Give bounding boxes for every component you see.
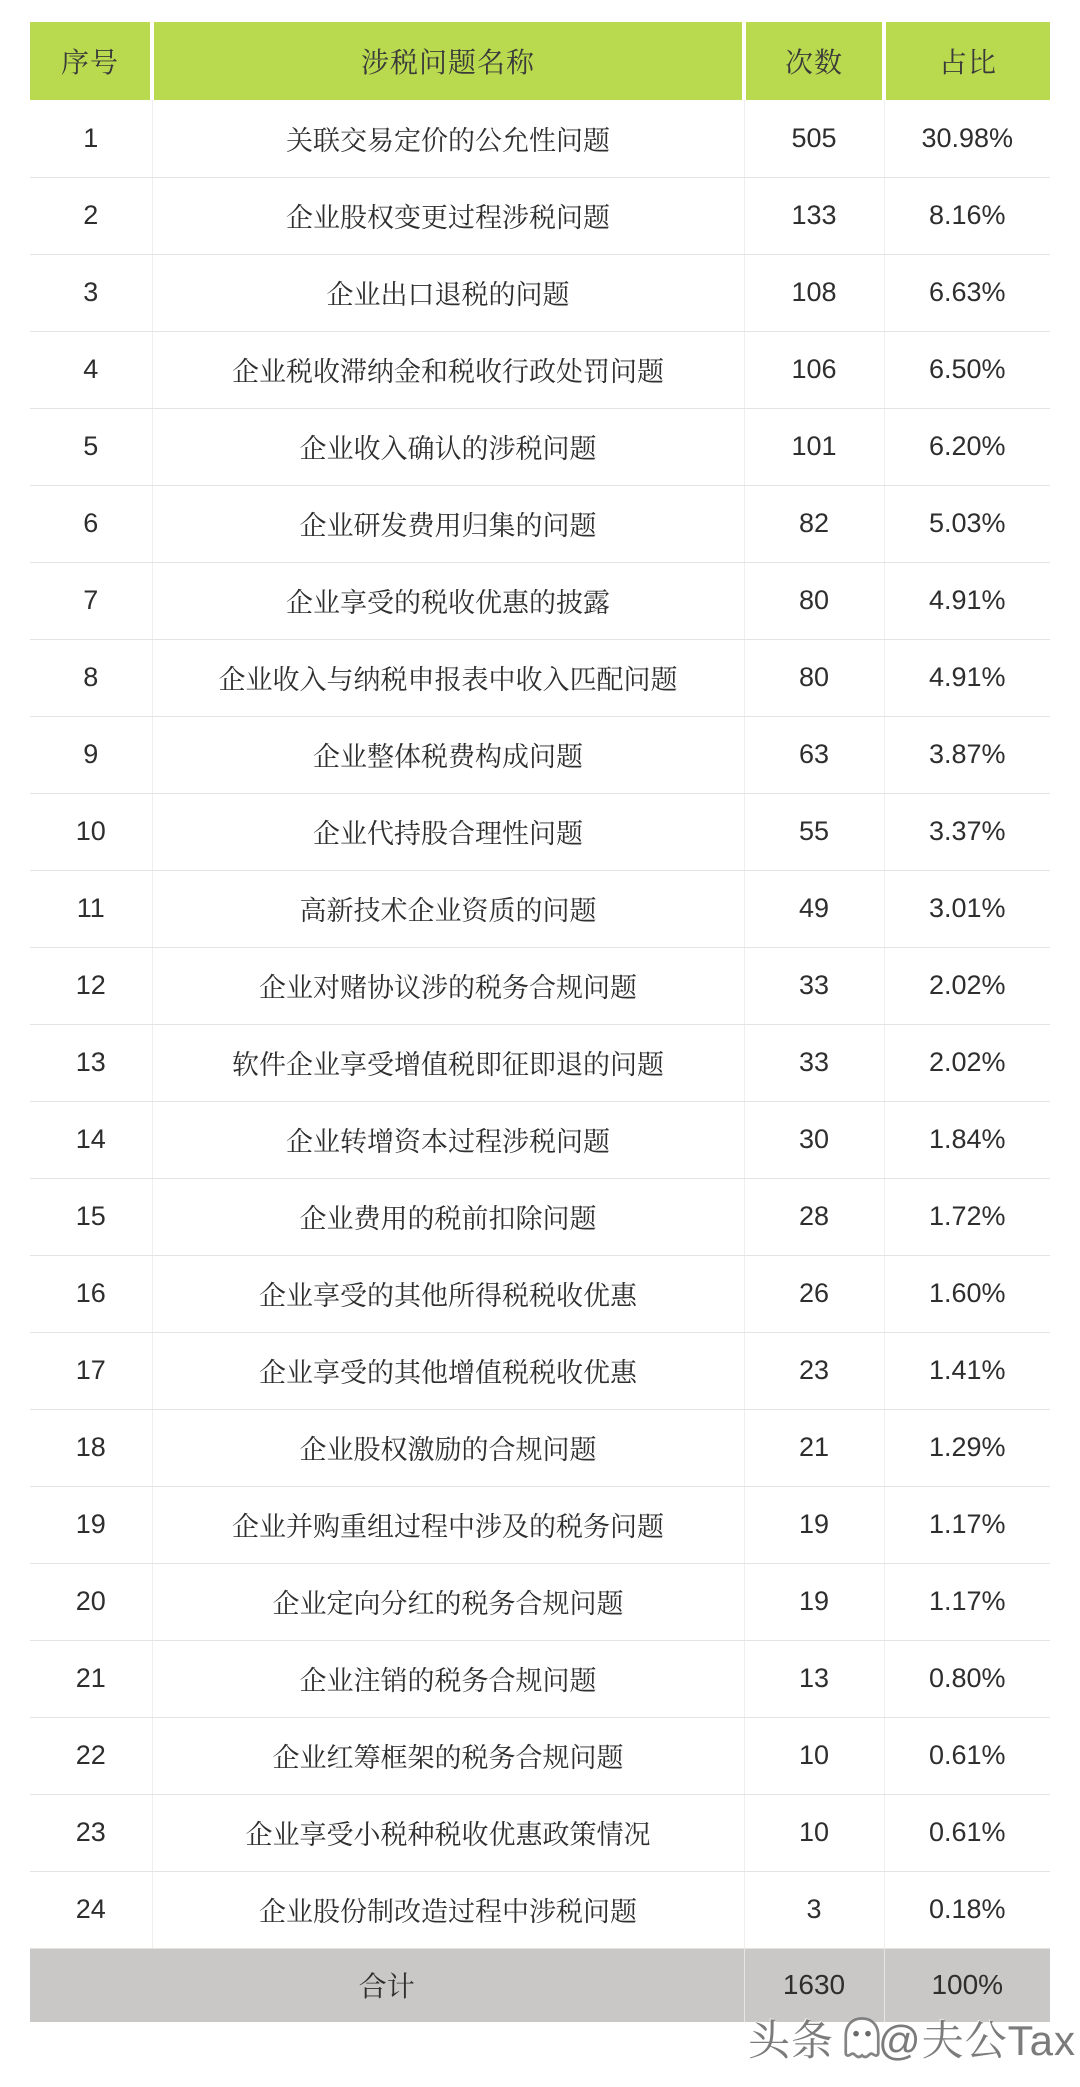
table-row (30, 1640, 1050, 1717)
issue-name-cell: 企业股权变更过程涉税问题 (152, 177, 744, 254)
issue-name-cell: 企业享受的税收优惠的披露 (152, 562, 744, 639)
watermark-source: 头条 (747, 2017, 834, 2064)
table-row (30, 1563, 1050, 1640)
row-index-cell: 5 (30, 408, 152, 485)
count-cell: 33 (744, 1024, 884, 1101)
count-cell: 19 (744, 1486, 884, 1563)
row-index-cell: 15 (30, 1178, 152, 1255)
issue-name-cell: 企业股权激励的合规问题 (152, 1409, 744, 1486)
row-index-cell: 3 (30, 254, 152, 331)
percent-cell: 4.91% (884, 639, 1050, 716)
issue-name-cell: 企业整体税费构成问题 (152, 716, 744, 793)
count-cell: 10 (744, 1794, 884, 1871)
row-index-cell: 12 (30, 947, 152, 1024)
percent-cell: 3.01% (884, 870, 1050, 947)
header-cell-name: 涉税问题名称 (152, 22, 744, 100)
count-cell: 23 (744, 1332, 884, 1409)
percent-cell: 0.61% (884, 1717, 1050, 1794)
table-row (30, 408, 1050, 485)
header-cell-count: 次数 (744, 22, 884, 100)
issue-name-cell: 企业对赌协议涉的税务合规问题 (152, 947, 744, 1024)
issue-name-cell: 企业定向分红的税务合规问题 (152, 1563, 744, 1640)
row-index-cell: 2 (30, 177, 152, 254)
issue-name-cell: 高新技术企业资质的问题 (152, 870, 744, 947)
table-row (30, 639, 1050, 716)
row-index-cell: 7 (30, 562, 152, 639)
row-index-cell: 11 (30, 870, 152, 947)
percent-cell: 3.37% (884, 793, 1050, 870)
percent-cell: 1.17% (884, 1486, 1050, 1563)
header-cell-index: 序号 (30, 22, 152, 100)
row-index-cell: 22 (30, 1717, 152, 1794)
row-index-cell: 9 (30, 716, 152, 793)
row-index-cell: 16 (30, 1255, 152, 1332)
table-row (30, 1255, 1050, 1332)
table-row (30, 331, 1050, 408)
row-index-cell: 1 (30, 100, 152, 177)
row-index-cell: 20 (30, 1563, 152, 1640)
percent-cell: 1.41% (884, 1332, 1050, 1409)
issue-name-cell: 企业收入确认的涉税问题 (152, 408, 744, 485)
percent-cell: 1.84% (884, 1101, 1050, 1178)
count-cell: 19 (744, 1563, 884, 1640)
count-cell: 82 (744, 485, 884, 562)
row-index-cell: 8 (30, 639, 152, 716)
count-cell: 106 (744, 331, 884, 408)
count-cell: 80 (744, 562, 884, 639)
table-row (30, 1794, 1050, 1871)
count-cell: 30 (744, 1101, 884, 1178)
header-cell-percent: 占比 (884, 22, 1050, 100)
count-cell: 505 (744, 100, 884, 177)
issue-name-cell: 企业注销的税务合规问题 (152, 1640, 744, 1717)
row-index-cell: 18 (30, 1409, 152, 1486)
row-index-cell: 13 (30, 1024, 152, 1101)
issue-name-cell: 企业红筹框架的税务合规问题 (152, 1717, 744, 1794)
count-cell: 13 (744, 1640, 884, 1717)
row-index-cell: 17 (30, 1332, 152, 1409)
table-row (30, 716, 1050, 793)
percent-cell: 0.61% (884, 1794, 1050, 1871)
percent-cell: 2.02% (884, 947, 1050, 1024)
table-row (30, 870, 1050, 947)
issue-name-cell: 企业税收滞纳金和税收行政处罚问题 (152, 331, 744, 408)
issue-name-cell: 企业出口退税的问题 (152, 254, 744, 331)
issue-name-cell: 企业股份制改造过程中涉税问题 (152, 1871, 744, 1948)
table-row (30, 1486, 1050, 1563)
table-body (30, 100, 1050, 1948)
table-row (30, 1024, 1050, 1101)
table-row (30, 1717, 1050, 1794)
row-index-cell: 23 (30, 1794, 152, 1871)
count-cell: 108 (744, 254, 884, 331)
table-row (30, 485, 1050, 562)
table-footer (30, 1948, 1050, 2022)
percent-cell: 0.18% (884, 1871, 1050, 1948)
issue-name-cell: 软件企业享受增值税即征即退的问题 (152, 1024, 744, 1101)
count-cell: 49 (744, 870, 884, 947)
count-cell: 10 (744, 1717, 884, 1794)
row-index-cell: 4 (30, 331, 152, 408)
row-index-cell: 24 (30, 1871, 152, 1948)
issue-name-cell: 企业转增资本过程涉税问题 (152, 1101, 744, 1178)
issue-name-cell: 企业享受的其他增值税税收优惠 (152, 1332, 744, 1409)
table-row (30, 1409, 1050, 1486)
table-row (30, 1332, 1050, 1409)
percent-cell: 6.50% (884, 331, 1050, 408)
percent-cell: 1.29% (884, 1409, 1050, 1486)
percent-cell: 1.60% (884, 1255, 1050, 1332)
percent-cell: 30.98% (884, 100, 1050, 177)
issue-name-cell: 企业代持股合理性问题 (152, 793, 744, 870)
count-cell: 133 (744, 177, 884, 254)
count-cell: 28 (744, 1178, 884, 1255)
percent-cell: 3.87% (884, 716, 1050, 793)
count-cell: 3 (744, 1871, 884, 1948)
issue-name-cell: 企业收入与纳税申报表中收入匹配问题 (152, 639, 744, 716)
row-index-cell: 14 (30, 1101, 152, 1178)
row-index-cell: 6 (30, 485, 152, 562)
count-cell: 21 (744, 1409, 884, 1486)
tax-issues-table (30, 22, 1050, 2022)
percent-cell: 4.91% (884, 562, 1050, 639)
table-row (30, 1871, 1050, 1948)
issue-name-cell: 企业研发费用归集的问题 (152, 485, 744, 562)
issue-name-cell: 企业享受的其他所得税税收优惠 (152, 1255, 744, 1332)
table-row (30, 562, 1050, 639)
percent-cell: 0.80% (884, 1640, 1050, 1717)
table-row (30, 947, 1050, 1024)
count-cell: 33 (744, 947, 884, 1024)
table-header (30, 22, 1050, 100)
watermark-handle: @夫公Tax (878, 2017, 1076, 2064)
issue-name-cell: 企业享受小税种税收优惠政策情况 (152, 1794, 744, 1871)
issue-name-cell: 企业费用的税前扣除问题 (152, 1178, 744, 1255)
percent-cell: 6.20% (884, 408, 1050, 485)
row-index-cell: 19 (30, 1486, 152, 1563)
count-cell: 26 (744, 1255, 884, 1332)
header-row (30, 22, 1050, 100)
issue-name-cell: 企业并购重组过程中涉及的税务问题 (152, 1486, 744, 1563)
percent-cell: 1.17% (884, 1563, 1050, 1640)
total-count-cell: 1630 (744, 1948, 884, 2022)
table-row (30, 1178, 1050, 1255)
row-index-cell: 10 (30, 793, 152, 870)
percent-cell: 6.63% (884, 254, 1050, 331)
percent-cell: 5.03% (884, 485, 1050, 562)
table-row (30, 100, 1050, 177)
table-row (30, 254, 1050, 331)
percent-cell: 8.16% (884, 177, 1050, 254)
row-index-cell: 21 (30, 1640, 152, 1717)
percent-cell: 1.72% (884, 1178, 1050, 1255)
table-row (30, 1101, 1050, 1178)
percent-cell: 2.02% (884, 1024, 1050, 1101)
count-cell: 63 (744, 716, 884, 793)
total-label-cell: 合计 (30, 1948, 744, 2022)
table-row (30, 793, 1050, 870)
count-cell: 55 (744, 793, 884, 870)
table-row (30, 177, 1050, 254)
issue-name-cell: 关联交易定价的公允性问题 (152, 100, 744, 177)
count-cell: 80 (744, 639, 884, 716)
total-percent-cell: 100% (884, 1948, 1050, 2022)
total-row (30, 1948, 1050, 2022)
count-cell: 101 (744, 408, 884, 485)
